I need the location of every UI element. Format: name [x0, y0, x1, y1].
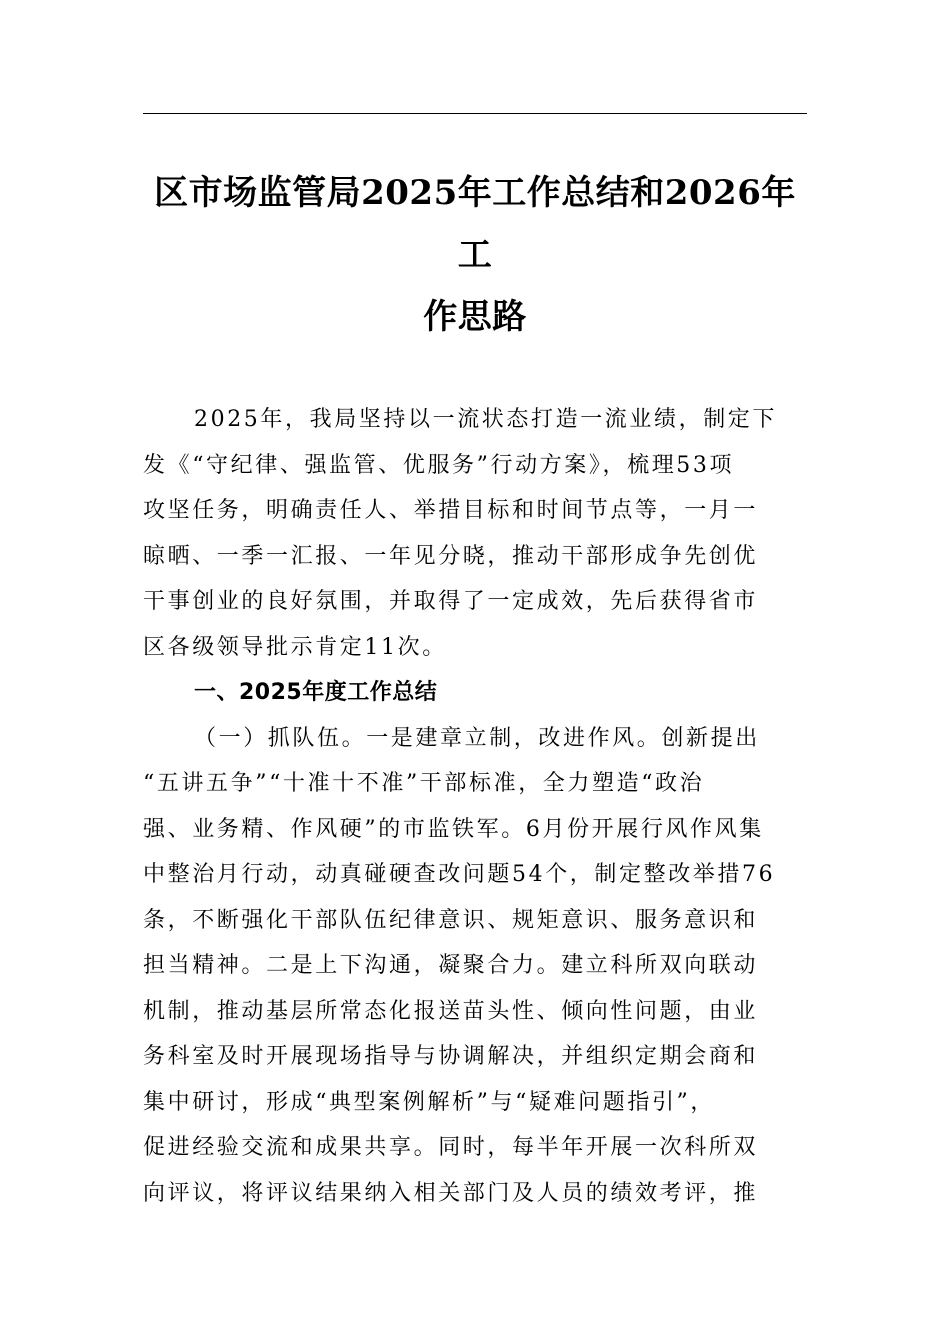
section-paragraph [143, 716, 807, 1217]
paragraph-line: 晾晒、一季一汇报、一年见分晓，推动干部形成争先创优 [143, 543, 759, 569]
paragraph-line: 干事创业的良好氛围，并取得了一定成效，先后获得省市 [143, 589, 759, 614]
paragraph-line: （一）抓队伍。一是建章立制，改进作风。创新提出 [194, 725, 760, 751]
paragraph-line: 2025年，我局坚持以一流状态打造一流业绩，制定下 [194, 407, 777, 432]
paragraph-line: 机制，推动基层所常态化报送苗头性、倾向性问题，由业 [143, 998, 759, 1024]
paragraph-line: 发《“守纪律、强监管、优服务”行动方案》，梳理53项 [143, 452, 735, 478]
intro-paragraph [143, 397, 807, 670]
title-line: 区市场监管局2025年工作总结和2026年工 [154, 173, 796, 275]
paragraph-line: 条，不断强化干部队伍纪律意识、规矩意识、服务意识和 [143, 907, 759, 933]
document-body [143, 397, 807, 1216]
paragraph-line: 攻坚任务，明确责任人、举措目标和时间节点等，一月一 [143, 498, 759, 523]
paragraph-line: 集中研讨，形成“典型案例解析”与“疑难问题指引”， [143, 1089, 715, 1115]
paragraph-line: 中整治月行动，动真碰硬查改问题54个，制定整改举措76 [143, 862, 776, 887]
paragraph-line: “五讲五争”“十准十不准”干部标准，全力塑造“政治 [143, 771, 705, 796]
section-heading: 一、2025年度工作总结 [194, 680, 438, 705]
paragraph-line: 务科室及时开展现场指导与协调解决，并组织定期会商和 [143, 1044, 759, 1069]
document-title [143, 162, 807, 348]
paragraph-line: 区各级领导批示肯定11次。 [143, 634, 447, 660]
paragraph-line: 促进经验交流和成果共享。同时，每半年开展一次科所双 [143, 1135, 759, 1160]
title-line: 作思路 [423, 297, 527, 337]
paragraph-line: 强、业务精、作风硬”的市监铁军。6月份开展行风作风集 [143, 816, 764, 842]
header-rule [143, 113, 807, 114]
paragraph-line: 向评议，将评议结果纳入相关部门及人员的绩效考评，推 [143, 1180, 759, 1206]
paragraph-line: 担当精神。二是上下沟通，凝聚合力。建立科所双向联动 [143, 953, 759, 978]
